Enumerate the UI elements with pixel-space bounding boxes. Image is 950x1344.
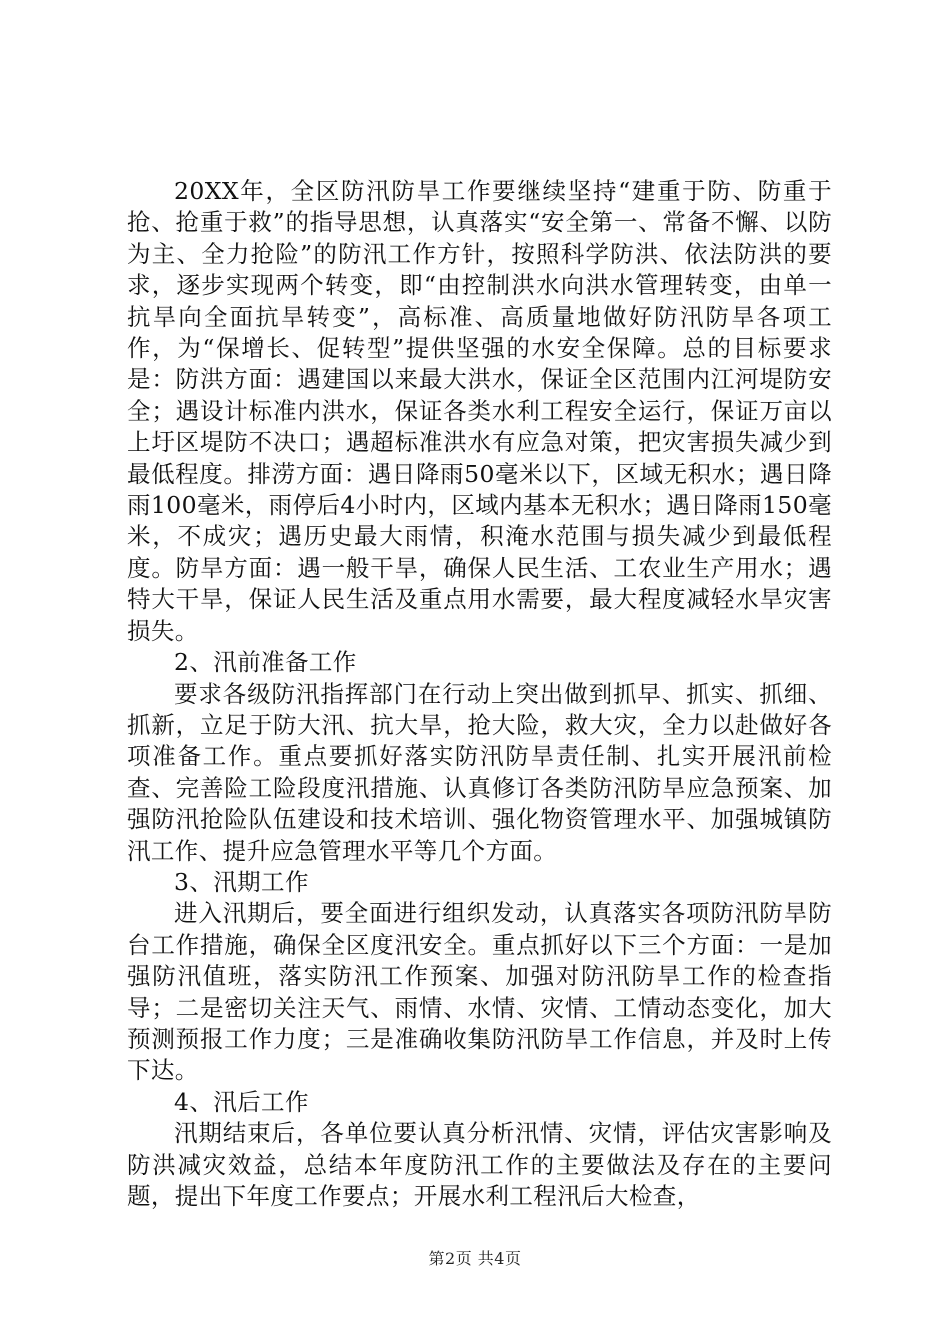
section-heading-post-flood: 4、汛后工作: [174, 1087, 309, 1116]
section-heading-pre-flood: 2、汛前准备工作: [174, 648, 357, 677]
paragraph-flood-period: 进入汛期后，要全面进行组织发动，认真落实各项防汛防旱防台工作措施，确保全区度汛安全。重点抓好以下三个方面：一是加强防汛值班，落实防汛工作预案、加强对防汛防旱工作的检查指导；二是密切关注天气、雨情、水情、灾情、工情动态变化，加大预测预报工作力度；三是准确收集防汛防旱工作信息，并及时上传下达。: [127, 899, 832, 1085]
page-number-footer: 第2页 共4页: [428, 1249, 522, 1268]
section-heading-flood-period: 3、汛期工作: [174, 867, 309, 896]
paragraph-pre-flood: 要求各级防汛指挥部门在行动上突出做到抓早、抓实、抓细、抓新，立足于防大汛、抗大旱，抢大险，救大灾，全力以赴做好各项准备工作。重点要抓好落实防汛防旱责任制、扎实开展汛前检查、完善险工险段度汛措施、认真修订各类防汛防旱应急预案、加强防汛抢险队伍建设和技术培训、强化物资管理水平、加强城镇防汛工作、提升应急管理水平等几个方面。: [127, 679, 832, 865]
document-body: [127, 176, 832, 1212]
paragraph-post-flood: 汛期结束后，各单位要认真分析汛情、灾情，评估灾害影响及防洪减灾效益，总结本年度防汛工作的主要做法及存在的主要问题，提出下年度工作要点；开展水利工程汛后大检查，: [127, 1119, 832, 1210]
paragraph-targets: 20XX年，全区防汛防旱工作要继续坚持“建重于防、防重于抢、抢重于救”的指导思想，认真落实“安全第一、常备不懈、以防为主、全力抢险”的防汛工作方针，按照科学防洪、依法防洪的要求，逐步实现两个转变，即“由控制洪水向洪水管理转变，由单一抗旱向全面抗旱转变”，高标准、高质量地做好防汛防旱各项工作，为“保增长、促转型”提供坚强的水安全保障。总的目标要求是：防洪方面：遇建国以来最大洪水，保证全区范围内江河堤防安全；遇设计标准内洪水，保证各类水利工程安全运行，保证万亩以上圩区堤防不决口；遇超标准洪水有应急对策，把灾害损失减少到最低程度。排涝方面：遇日降雨50毫米以下，区域无积水；遇日降雨100毫米，雨停后4小时内，区域内基本无积水；遇日降雨150毫米，不成灾；遇历史最大雨情，积淹水范围与损失减少到最低程度。防旱方面：遇一般干旱，确保人民生活、工农业生产用水；遇特大干旱，保证人民生活及重点用水需要，最大程度减轻水旱灾害损失。: [127, 177, 832, 645]
